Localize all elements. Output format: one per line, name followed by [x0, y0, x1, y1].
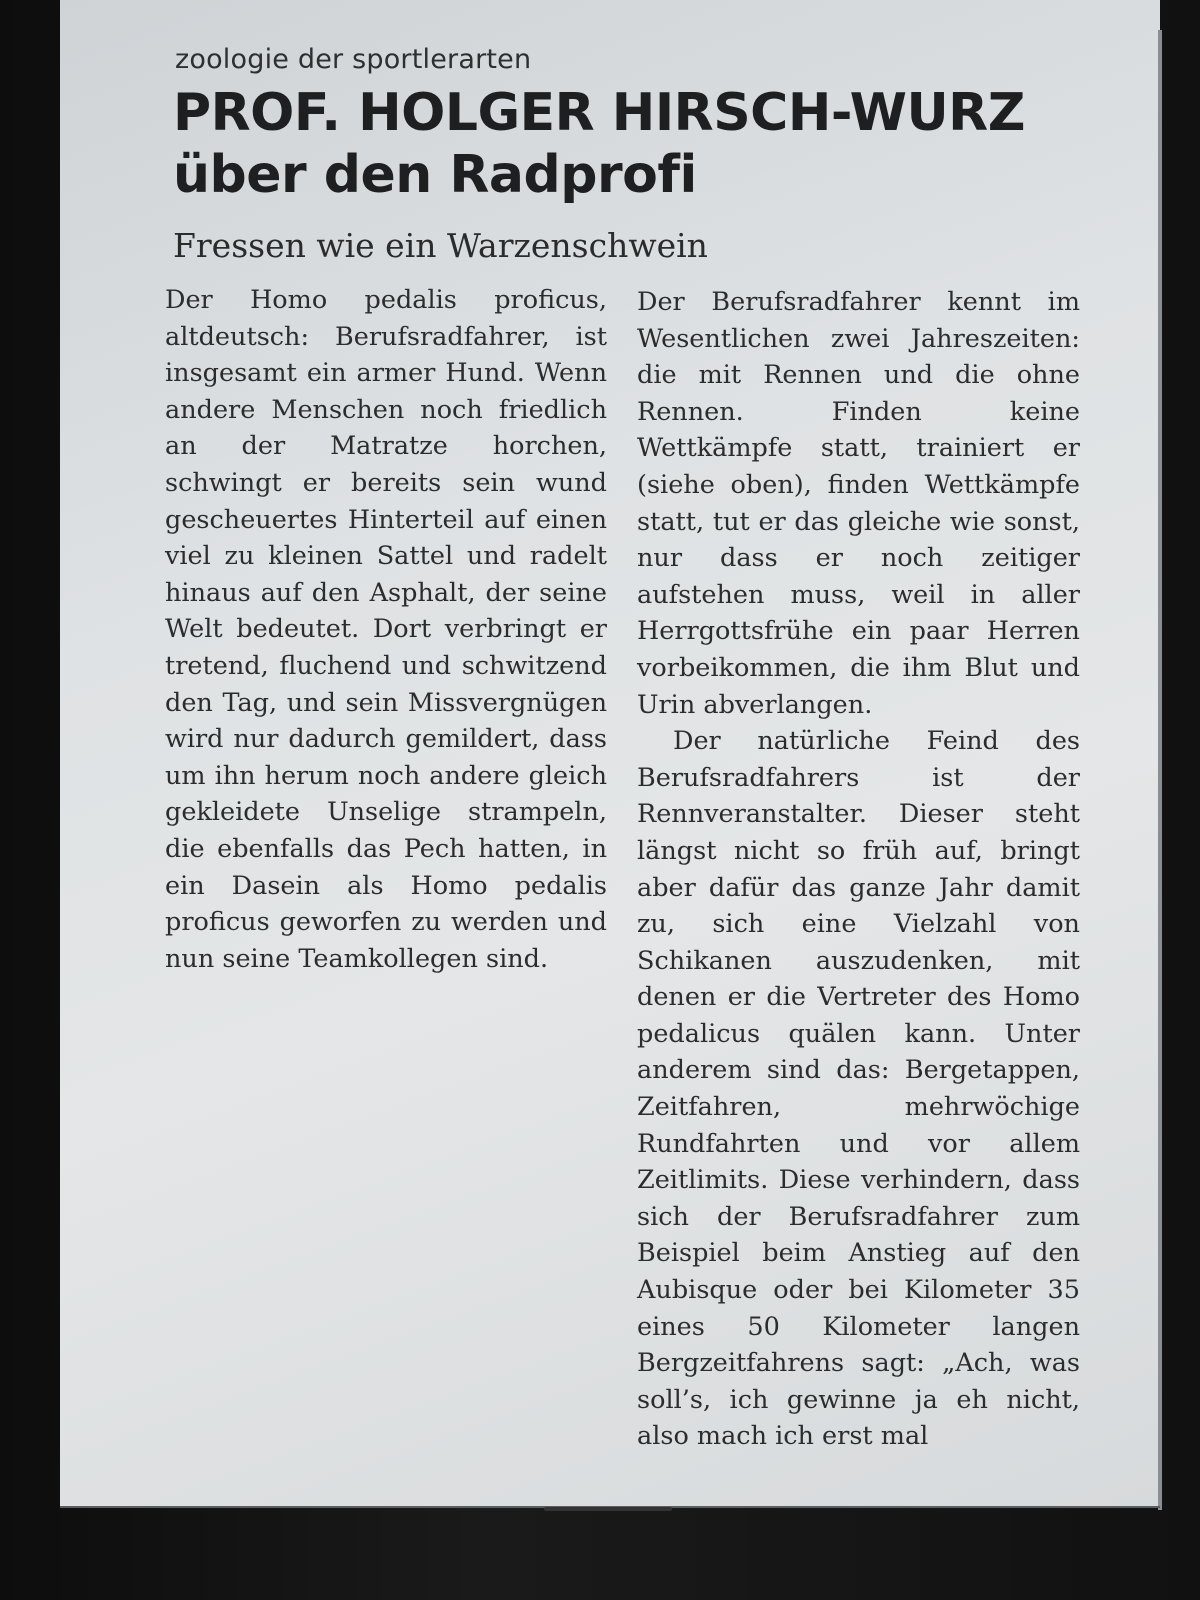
screen-edge: [1158, 30, 1162, 1510]
article-headline: PROF. HOLGER HIRSCH-WURZ über den Radprofi: [173, 83, 1025, 205]
article-subheadline: Fressen wie ein Warzenschwein: [173, 226, 708, 265]
paragraph: Der natürliche Feind des Berufsradfahrers ist der Rennveranstalter. Dieser steht längst nicht so früh auf, bringt aber dafür das ganze Jahr damit zu, sich eine Vielzahl von Schikanen auszudenken, mit denen er die Vertreter des Homo pedalicus quälen kann. Unter anderem sind das: Bergetappen, Zeitfahren, mehrwöchige Rundfahrten und vor allem Zeitlimits. Diese verhindern, dass sich der Berufsradfahrer zum Beispiel beim Anstieg auf den Aubisque oder bei Kilometer 35 eines 50 Kilometer langen Bergzeitfahrens sagt: „Ach, was soll’s, ich gewinne ja eh nicht, also mach ich erst mal: [637, 726, 1080, 1452]
paragraph: Der Homo pedalis proficus, altdeutsch: Berufsradfahrer, ist insgesamt ein armer Hund. Wenn andere Menschen noch friedlich an der Matratze horchen, schwingt er bereits sein wund gescheuertes Hinterteil auf einen viel zu kleinen Sattel und radelt hinaus auf den Asphalt, der seine Welt bedeutet. Dort verbringt er tretend, fluchend und schwitzend den Tag, und sein Missvergnügen wird nur dadurch gemildert, dass um ihn herum noch andere gleich gekleidete Unselige strampeln, die ebenfalls das Pech hatten, in ein Dasein als Homo pedalis proficus geworfen zu werden und nun seine Teamkollegen sind.: [165, 285, 607, 974]
paragraph: Der Berufsradfahrer kennt im Wesentlichen zwei Jahreszeiten: die mit Rennen und die ohne Rennen. Finden keine Wettkämpfe statt, trainiert er (siehe oben), finden Wettkämpfe statt, tut er das gleiche wie sonst, nur dass er noch zeitiger aufstehen muss, weil in aller Herrgottsfrühe ein paar Herren vorbeikommen, die ihm Blut und Urin abverlangen.: [637, 287, 1080, 720]
reader-screen[interactable]: [60, 0, 1160, 1508]
article-column-left: [165, 282, 607, 977]
article-column-right: [637, 284, 1080, 1455]
scroll-indicator[interactable]: [544, 1507, 672, 1511]
article-kicker: zoologie der sportlerarten: [175, 44, 532, 75]
